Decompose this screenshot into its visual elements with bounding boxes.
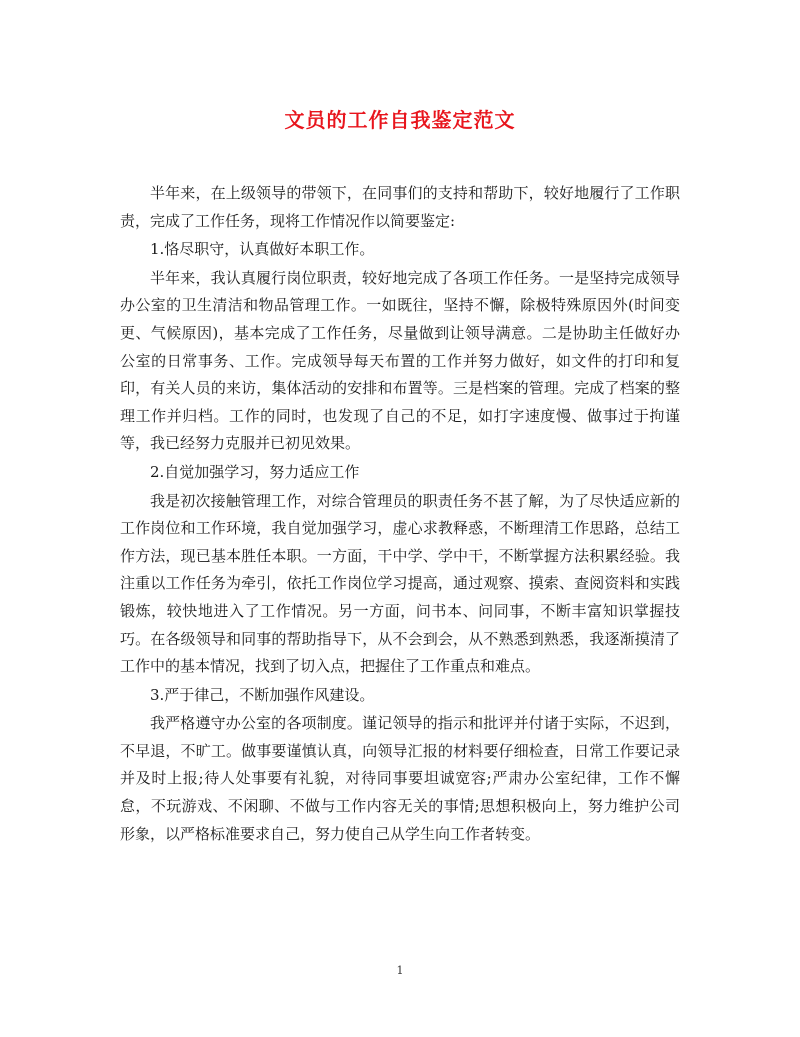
- section-paragraph-3: 我严格遵守办公室的各项制度。谨记领导的指示和批评并付诸于实际，不迟到，不早退，不旷工。做事要谨慎认真，向领导汇报的材料要仔细检查，日常工作要记录并及时上报;待人处事要有礼貌，对待同事要坦诚宽容;严肃办公室纪律，工作不懈怠，不玩游戏、不闲聊、不做与工作内容无关的事情;思想积极向上，努力维护公司形象，以严格标准要求自己，努力使自己从学生向工作者转变。: [120, 714, 680, 843]
- section-paragraph-1: 半年来，我认真履行岗位职责，较好地完成了各项工作任务。一是坚持完成领导办公室的卫生清洁和物品管理工作。一如既往，坚持不懈，除极特殊原因外(时间变更、气候原因)，基本完成了工作任务，尽量做到让领导满意。二是协助主任做好办公室的日常事务、工作。完成领导每天布置的工作并努力做好，如文件的打印和复印，有关人员的来访，集体活动的安排和布置等。三是档案的管理。完成了档案的整理工作并归档。工作的同时，也发现了自己的不足，如打字速度慢、做事过于拘谨等，我已经努力克服并已初见效果。: [120, 268, 680, 453]
- document-body: [120, 180, 680, 849]
- section-paragraph-2: 我是初次接触管理工作，对综合管理员的职责任务不甚了解，为了尽快适应新的工作岗位和工作环境，我自觉加强学习，虚心求教释惑，不断理清工作思路，总结工作方法，现已基本胜任本职。一方面，干中学、学中干，不断掌握方法积累经验。我注重以工作任务为牵引，依托工作岗位学习提高，通过观察、摸索、查阅资料和实践锻炼，较快地进入了工作情况。另一方面，问书本、问同事，不断丰富知识掌握技巧。在各级领导和同事的帮助指导下，从不会到会，从不熟悉到熟悉，我逐渐摸清了工作中的基本情况，找到了切入点，把握住了工作重点和难点。: [120, 491, 680, 676]
- section-heading-1: 1.恪尽职守，认真做好本职工作。: [150, 240, 375, 259]
- page-number: 1: [396, 964, 404, 977]
- section-heading-3: 3.严于律己，不断加强作风建设。: [150, 685, 375, 704]
- document-title: 文员的工作自我鉴定范文: [284, 108, 516, 132]
- section-heading-2: 2.自觉加强学习，努力适应工作: [150, 462, 360, 481]
- intro-paragraph: 半年来，在上级领导的带领下，在同事们的支持和帮助下，较好地履行了工作职责，完成了工作任务，现将工作情况作以简要鉴定:: [120, 184, 680, 230]
